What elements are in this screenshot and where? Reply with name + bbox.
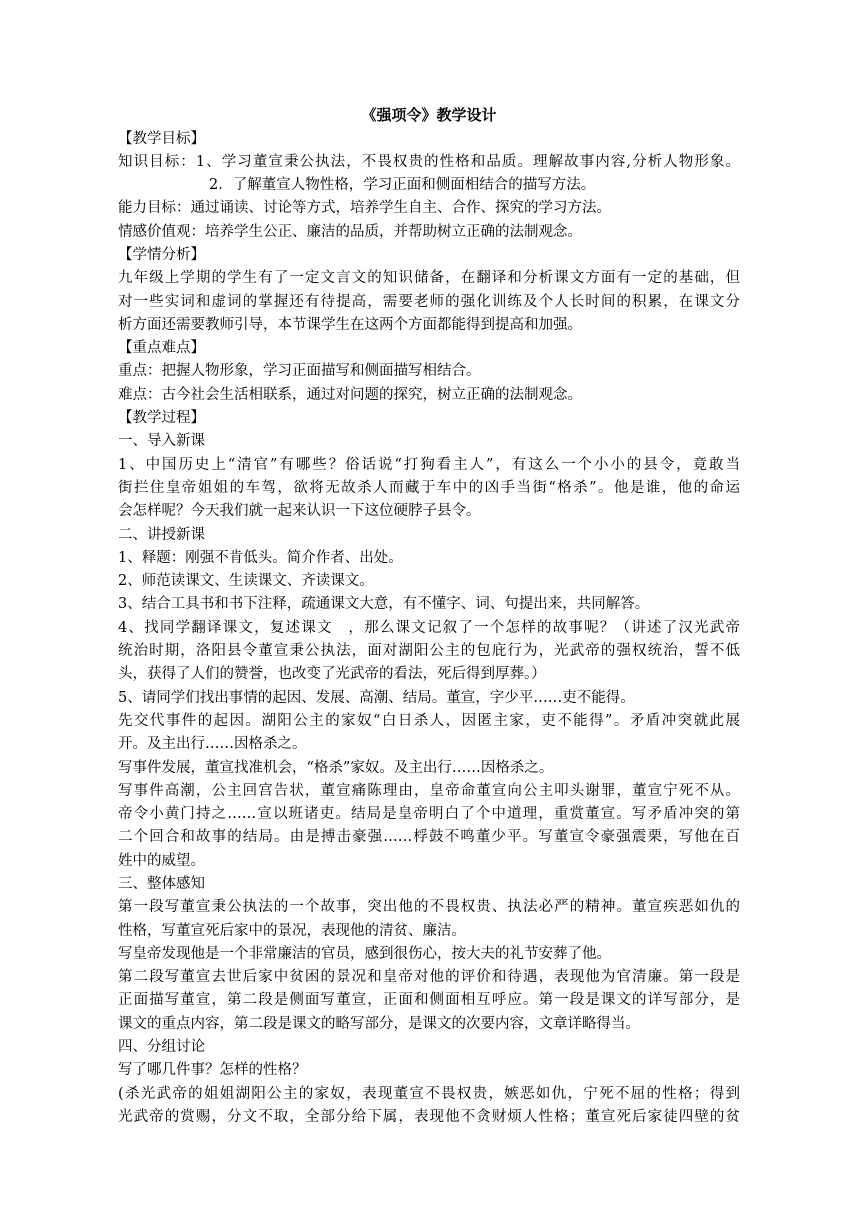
- text-line: 头，获得了人们的赞誉，也改变了光武帝的看法，死后得到厚葬。）: [118, 666, 546, 683]
- text-line: 二、讲授新课: [118, 526, 205, 543]
- text-line: 开。及主出行……因格杀之。: [118, 736, 307, 753]
- text-line: 一、导入新课: [118, 433, 205, 450]
- text-line: 【教学过程】: [118, 410, 205, 427]
- text-line: 难点：古今社会生活相联系，通过对问题的探究，树立正确的法制观念。: [118, 386, 582, 403]
- text-line: 光武帝的赏赐，分文不取，全部分给下属，表现他不贪财烦人性格；董宣死后家徒四壁的贫: [118, 1108, 740, 1125]
- text-line: 能力目标：通过诵读、讨论等方式，培养学生自主、合作、探究的学习方法。: [118, 200, 611, 217]
- text-line: 5、请同学们找出事情的起因、发展、高潮、结局。董宣，字少平……吏不能得。: [118, 689, 635, 706]
- text-line: 【学情分析】: [118, 246, 205, 263]
- text-line: 重点：把握人物形象，学习正面描写和侧面描写相结合。: [118, 363, 481, 380]
- text-line: 知识目标：1、学习董宣秉公执法，不畏权贵的性格和品质。理解故事内容,分析人物形象。: [118, 153, 740, 170]
- text-line: 情感价值观：培养学生公正、廉洁的品质，并帮助树立正确的法制观念。: [118, 223, 582, 240]
- text-line: 对一些实词和虚词的掌握还有待提高，需要老师的强化训练及个人长时间的积累，在课文分: [118, 293, 740, 310]
- text-line: 1、中国历史上“清官”有哪些？俗话说“打狗看主人”，有这么一个小小的县令，竟敢当: [118, 456, 740, 473]
- text-line: 姓中的威望。: [118, 852, 205, 869]
- text-line: 4、找同学翻译课文，复述课文 ，那么课文记叙了一个怎样的故事呢？（讲述了汉光武帝: [118, 619, 740, 636]
- text-line: 写了哪几件事？怎样的性格？: [118, 1062, 307, 1079]
- text-line: 统治时期，洛阳县令董宣秉公执法，面对湖阳公主的包庇行为，光武帝的强权统治，誓不低: [118, 643, 740, 660]
- text-line: 第一段写董宣秉公执法的一个故事，突出他的不畏权贵、执法必严的精神。董宣疾恶如仇的: [118, 899, 740, 916]
- text-line: 正面描写董宣，第二段是侧面写董宣，正面和侧面相互呼应。第一段是课文的详写部分，是: [118, 992, 740, 1009]
- text-line: 课文的重点内容，第二段是课文的略写部分，是课文的次要内容，文章详略得当。: [118, 1015, 640, 1032]
- document-title: 《强项令》教学设计: [361, 106, 497, 124]
- text-line: 会怎样呢？今天我们就一起来认识一下这位硬脖子县令。: [118, 503, 481, 520]
- text-line: 析方面还需要教师引导，本节课学生在这两个方面都能得到提高和加强。: [118, 316, 582, 333]
- text-line: 写皇帝发现他是一个非常廉洁的官员，感到很伤心，按大夫的礼节安葬了他。: [118, 945, 611, 962]
- document-page: [118, 104, 740, 1129]
- text-line: 3、结合工具书和书下注释，疏通课文大意，有不懂字、词、句提出来，共同解答。: [118, 596, 650, 613]
- text-line: 第二段写董宣去世后家中贫困的景况和皇帝对他的评价和待遇，表现他为官清廉。第一段是: [118, 969, 740, 986]
- text-line: 九年级上学期的学生有了一定文言文的知识储备，在翻译和分析课文方面有一定的基础，但: [118, 270, 740, 287]
- text-line: 四、分组讨论: [118, 1039, 205, 1056]
- text-line: 写事件发展，董宣找准机会，“格杀”家奴。及主出行……因格杀之。: [118, 759, 554, 776]
- text-line: 街拦住皇帝姐姐的车驾，欲将无故杀人而藏于车中的凶手当街“格杀”。他是谁，他的命运: [118, 479, 740, 496]
- text-line: 二个回合和故事的结局。由是搏击豪强……桴鼓不鸣董少平。写董宣令豪强震栗，写他在百: [118, 829, 740, 846]
- text-line: 帝令小黄门持之……宣以班诸吏。结局是皇帝明白了个中道理，重赏董宣。写矛盾冲突的第: [118, 806, 740, 823]
- text-line: 【重点难点】: [118, 340, 205, 357]
- text-line: 先交代事件的起因。湖阳公主的家奴“白日杀人，因匿主家，吏不能得”。矛盾冲突就此展: [118, 712, 740, 729]
- text-line: 1、释题：刚强不肯低头。简介作者、出处。: [118, 549, 403, 566]
- text-line: (杀光武帝的姐姐湖阳公主的家奴，表现董宣不畏权贵，嫉恶如仇，宁死不屈的性格；得到: [118, 1085, 740, 1102]
- text-line: 三、整体感知: [118, 876, 205, 892]
- text-line: 2．了解董宣人物性格，学习正面和侧面相结合的描写方法。: [209, 177, 596, 194]
- text-line: 【教学目标】: [118, 130, 205, 147]
- text-line: 写事件高潮，公主回宫告状，董宣痛陈理由，皇帝命董宣向公主叩头谢罪，董宣宁死不从。: [118, 782, 740, 799]
- text-line: 性格，写董宣死后家中的景况，表现他的清贫、廉洁。: [118, 922, 466, 939]
- document-body: [118, 128, 740, 1130]
- text-line: 2、师范读课文、生读课文、齐读课文。: [118, 573, 374, 590]
